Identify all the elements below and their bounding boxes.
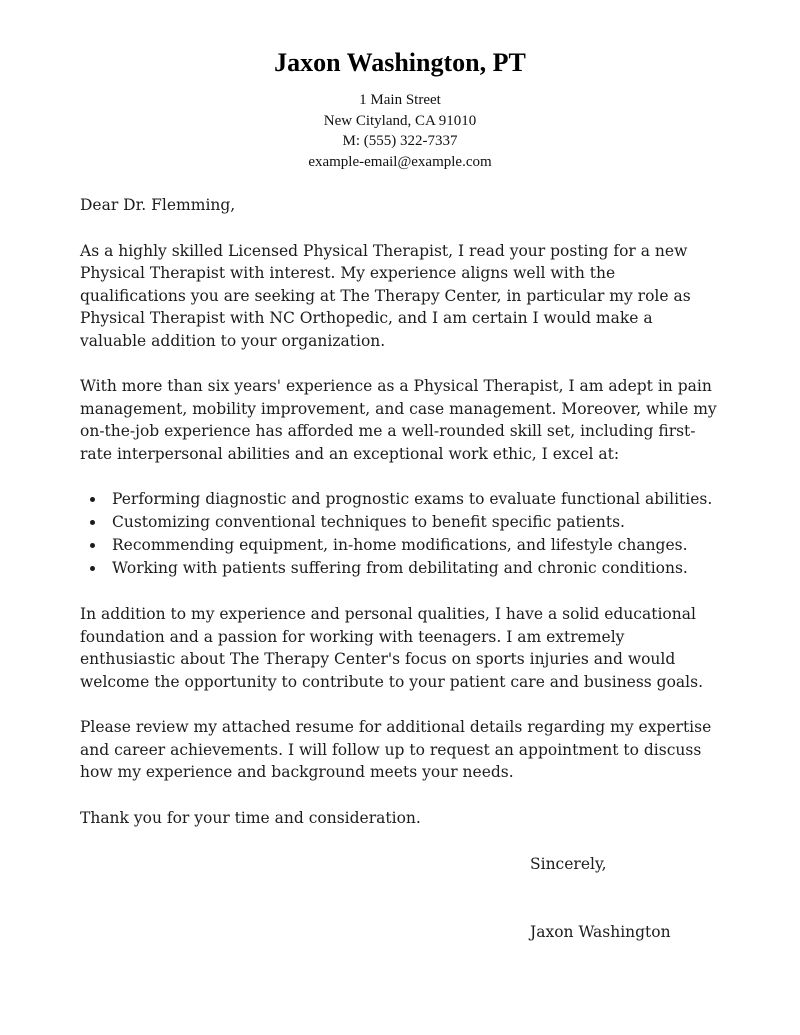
signature-name: Jaxon Washington xyxy=(530,922,671,941)
bullet-item: • Customizing conventional techniques to benefit specific patients. xyxy=(106,511,720,534)
paragraph-experience: With more than six years' experience as a Physical Therapist, I am adept in pain management, mobility improvement, and case management. Moreover, while my on-the-job experience has afforded me a well-rounded skill set, including first-rate interpersonal abilities and an exceptional work ethic, I excel at: xyxy=(80,377,717,463)
phone-line: M: (555) 322-7337 xyxy=(342,133,458,149)
letter-header xyxy=(80,48,720,172)
address-line-1: 1 Main Street xyxy=(359,92,441,108)
paragraph-thanks: Thank you for your time and consideration. xyxy=(80,808,421,827)
skills-bullet-list xyxy=(80,488,720,580)
valediction: Sincerely, xyxy=(530,855,607,873)
paragraph-education: In addition to my experience and personal qualities, I have a solid educational foundation and a passion for working with teenagers. I am extremely enthusiastic about The Therapy Center's focus on sports injuries and would welcome the opportunity to contribute to your patient care and business goals. xyxy=(80,605,704,691)
email-line: example-email@example.com xyxy=(308,153,492,170)
bullet-item: • Working with patients suffering from debilitating and chronic conditions. xyxy=(106,557,720,580)
letter-body xyxy=(80,194,720,943)
bullet-item: • Recommending equipment, in-home modifications, and lifestyle changes. xyxy=(106,534,720,557)
salutation: Dear Dr. Flemming, xyxy=(80,196,236,214)
author-name: Jaxon Washington, PT xyxy=(274,48,526,77)
address-line-2: New Cityland, CA 91010 xyxy=(323,112,477,129)
paragraph-intro: As a highly skilled Licensed Physical Therapist, I read your posting for a new Physical Therapist with interest. My experience aligns well with the qualifications you are seeking at The Therapy Center, in particular my role as Physical Therapist with NC Orthopedic, and I am certain I would make a valuable addition to your organization. xyxy=(80,241,691,350)
bullet-item: • Performing diagnostic and prognostic exams to evaluate functional abilities. xyxy=(106,488,720,511)
paragraph-followup: Please review my attached resume for additional details regarding my expertise and career achievements. I will follow up to request an appointment to discuss how my experience and background meets your needs. xyxy=(80,718,712,781)
